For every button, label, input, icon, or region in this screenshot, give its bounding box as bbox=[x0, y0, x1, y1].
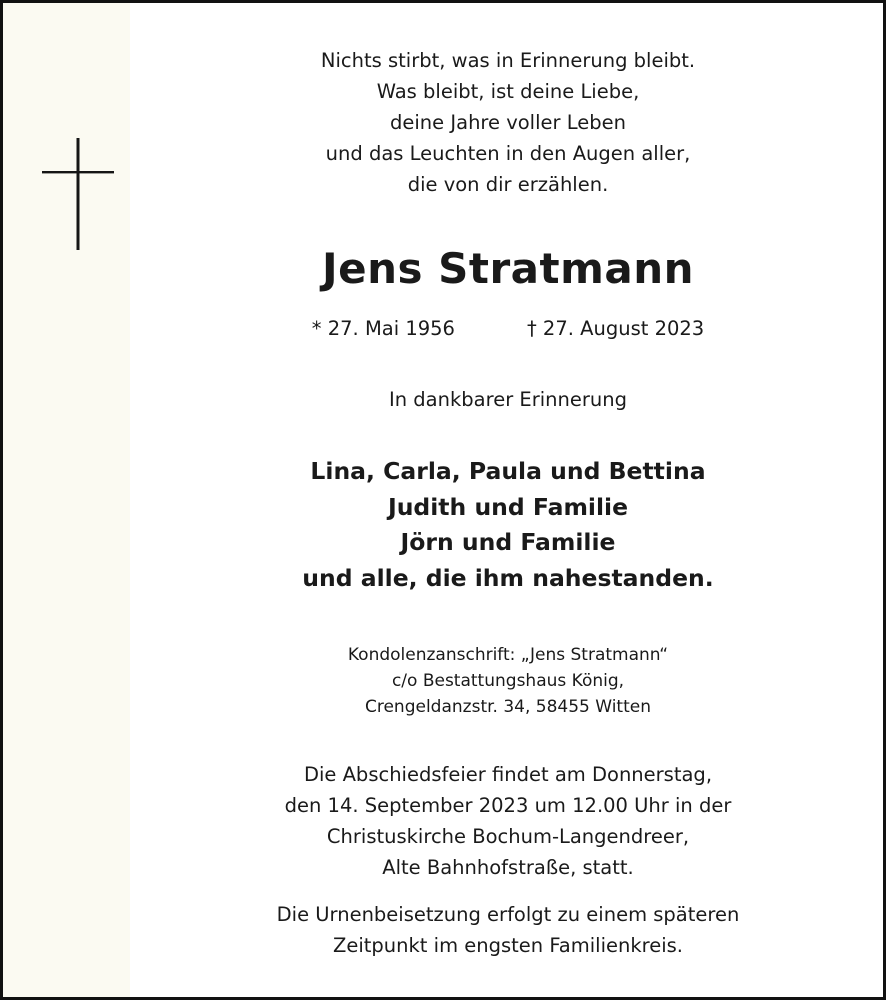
deceased-name: Jens Stratmann bbox=[322, 244, 694, 293]
condolence-line: Kondolenzanschrift: „Jens Stratmann“ bbox=[347, 645, 669, 665]
cross-icon bbox=[42, 138, 114, 250]
mourners bbox=[133, 454, 883, 596]
urn-line: Die Urnenbeisetzung erfolgt zu einem späteren bbox=[276, 903, 740, 926]
birth-date: * 27. Mai 1956 bbox=[311, 317, 455, 340]
remembrance-line: In dankbarer Erinnerung bbox=[389, 388, 627, 411]
urn-line: Zeitpunkt im engsten Familienkreis. bbox=[333, 934, 683, 957]
condolence-address bbox=[133, 642, 883, 720]
death-date: † 27. August 2023 bbox=[526, 317, 705, 340]
poem-line: die von dir erzählen. bbox=[407, 173, 609, 196]
mourner-line: Jörn und Familie bbox=[400, 528, 616, 556]
condolence-line: c/o Bestattungshaus König, bbox=[391, 671, 625, 691]
service-line: den 14. September 2023 um 12.00 Uhr in der bbox=[284, 794, 732, 817]
poem-line: Nichts stirbt, was in Erinnerung bleibt. bbox=[320, 49, 696, 72]
mourner-line: Judith und Familie bbox=[387, 492, 629, 521]
urn-burial-info bbox=[133, 899, 883, 961]
life-dates bbox=[133, 315, 883, 343]
poem-line: Was bleibt, ist deine Liebe, bbox=[376, 80, 640, 103]
service-line: Die Abschiedsfeier findet am Donnerstag, bbox=[303, 763, 713, 786]
poem bbox=[133, 45, 883, 200]
service-line: Alte Bahnhofstraße, statt. bbox=[382, 856, 634, 879]
service-line: Christuskirche Bochum-Langendreer, bbox=[326, 825, 690, 848]
poem-line: deine Jahre voller Leben bbox=[390, 111, 626, 134]
poem-line: und das Leuchten in den Augen aller, bbox=[325, 142, 691, 165]
condolence-line: Crengeldanzstr. 34, 58455 Witten bbox=[364, 697, 651, 717]
mourner-line: Lina, Carla, Paula und Bettina bbox=[310, 457, 706, 485]
mourner-line: und alle, die ihm nahestanden. bbox=[302, 563, 714, 592]
service-info bbox=[133, 759, 883, 883]
